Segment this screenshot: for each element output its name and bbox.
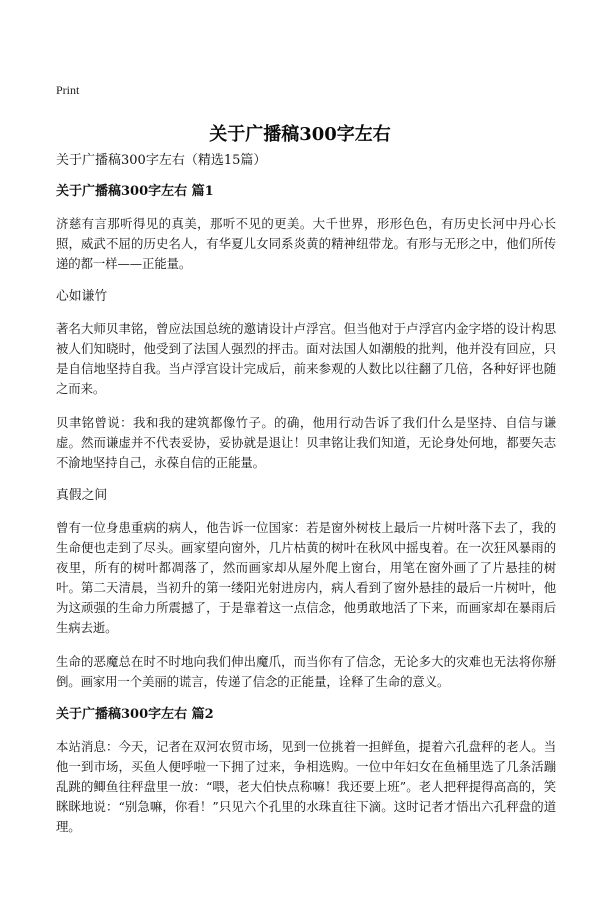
paragraph: 曾有一位身患重病的病人，他告诉一位国家：若是窗外树枝上最后一片树叶落下去了，我的生命便也走到了尽头。画家望向窗外，几片枯黄的树叶在秋风中摇曳着。在一次狂风暴雨的夜里，所有的树叶都凋落了，然而画家却从屋外爬上窗台，用笔在窗外画了了片悬挂的树叶。第二天清晨，当初升的第一缕阳光射进房内，病人看到了窗外悬挂的最后一片树叶，他为这顽强的生命力所震撼了，于是靠着这一点信念，他勇敢地活了下来，而画家却在暴雨后生病去逝。 xyxy=(56,520,556,635)
section-heading-2: 关于广播稿300字左右 篇2 xyxy=(56,707,214,722)
paragraph: 济慈有言那听得见的真美，那听不见的更美。大千世界，形形色色，有历史长河中丹心长照，威武不屈的历史名人，有华夏儿女同系炎黄的精神纽带龙。有形与无形之中，他们所传递的都一样——正能量。 xyxy=(56,216,556,271)
paragraph: 著名大师贝聿铭，曾应法国总统的邀请设计卢浮宫。但当他对于卢浮宫内金字塔的设计构思被人们知晓时，他受到了法国人强烈的抨击。面对法国人如潮般的批判，他并没有回应，只是自信地坚持自我。当卢浮宫设计完成后，前来参观的人数比以往翻了几倍，各种好评也随之而来。 xyxy=(56,321,556,396)
paragraph: 本站消息：今天，记者在双河农贸市场，见到一位挑着一担鲜鱼，提着六孔盘秤的老人。当他一到市场，买鱼人便呼啦一下拥了过来，争相选购。一位中年妇女在鱼桶里选了几条活蹦乱跳的鲫鱼往秤盘里一放：“喂，老大伯快点称嘛！我还要上班”。老人把秤提得高高的，笑眯眯地说：“别急嘛，你看！”只见六个孔里的水珠直往下滴。这时记者才悟出六孔秤盘的道理。 xyxy=(56,739,556,834)
print-label: Print xyxy=(56,83,80,97)
section-heading-1: 关于广播稿300字左右 篇1 xyxy=(56,184,214,199)
document-title: 关于广播稿300字左右 xyxy=(209,124,391,145)
paragraph: 贝聿铭曾说：我和我的建筑都像竹子。的确，他用行动告诉了我们什么是坚持、自信与谦虚。然而谦虚并不代表妥协，妥协就是退让！贝聿铭让我们知道，无论身处何地，都要矢志不渝地坚持自己，永葆自信的正能量。 xyxy=(56,415,556,470)
paragraph: 生命的恶魔总在时不时地向我们伸出魔爪，而当你有了信念，无论多大的灾难也无法将你掰倒。画家用一个美丽的谎言，传递了信念的正能量，诠释了生命的意义。 xyxy=(56,654,556,689)
subheading-truth-and-falsehood: 真假之间 xyxy=(56,488,108,503)
subheading-humble-bamboo: 心如谦竹 xyxy=(56,289,108,304)
document-body xyxy=(56,152,556,851)
document-subtitle: 关于广播稿300字左右（精选15篇） xyxy=(56,153,267,168)
